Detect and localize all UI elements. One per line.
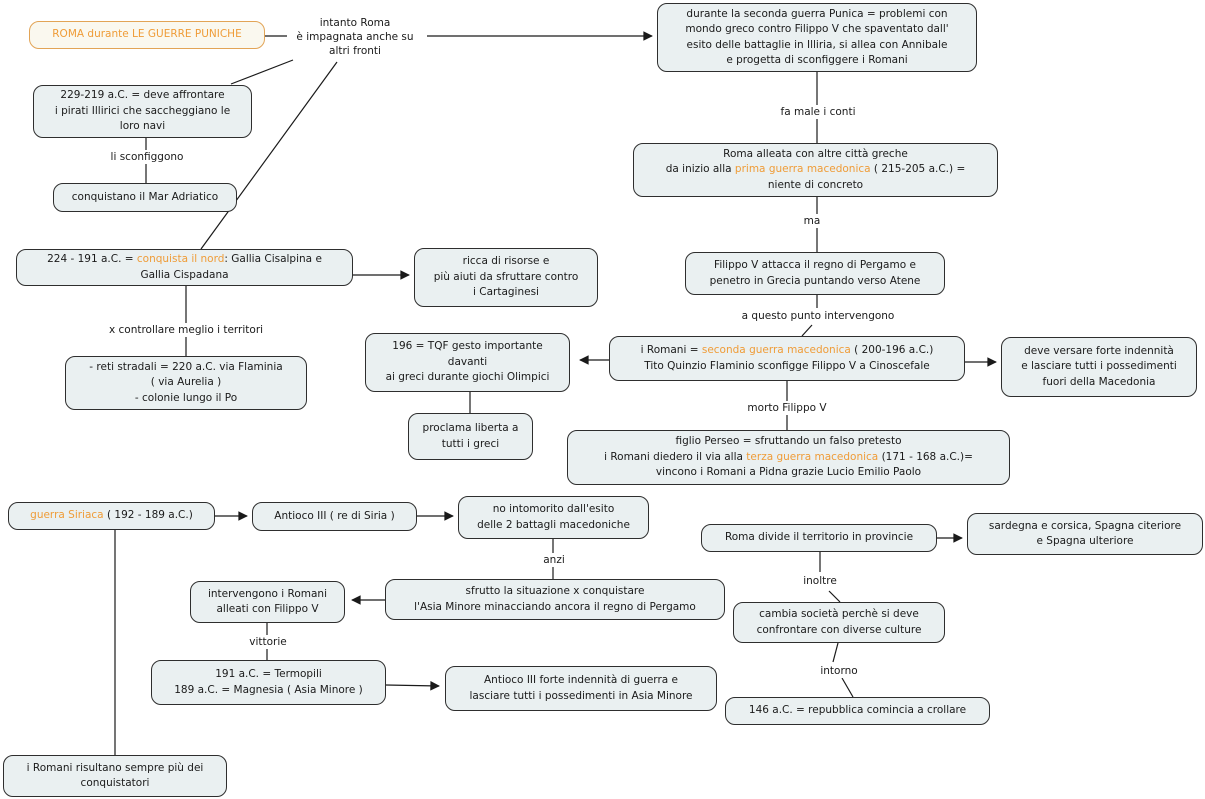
node-text-line [675, 434, 901, 450]
node-text-line [151, 375, 221, 391]
node-text: 191 a.C. = Termopili [215, 668, 322, 680]
node-text: deve versare forte indennità [1024, 344, 1174, 357]
node-roma-title[interactable] [29, 21, 265, 49]
highlighted-term: terza guerra macedonica [746, 450, 879, 463]
node-text: conquistatori [80, 777, 150, 789]
node-text-line [768, 178, 863, 194]
node-romani-conquistatori[interactable] [3, 755, 227, 797]
link-label-fa-male-i-conti[interactable] [778, 105, 859, 119]
node-repubblica-crolla[interactable] [725, 697, 990, 725]
node-seconda-guerra-punica[interactable] [657, 3, 977, 72]
highlighted-term: ROMA durante LE GUERRE PUNICHE [52, 28, 242, 41]
node-text: ( 192 - 189 a.C.) [103, 509, 193, 522]
node-text: davanti [447, 355, 488, 368]
node-text-line [1036, 534, 1133, 550]
node-text-line [1024, 344, 1174, 360]
node-text: figlio Perseo = sfruttando un falso pretesto [675, 435, 902, 448]
node-text-line [47, 252, 322, 268]
node-text: 224 - 191 a.C. = [47, 253, 137, 265]
node-conquista-nord[interactable] [16, 249, 353, 286]
node-sardegna-corsica[interactable] [967, 513, 1203, 555]
node-ricca-risorse[interactable] [414, 248, 598, 307]
node-text: mondo greco contro Filippo V che spaventato dall' [685, 23, 949, 35]
node-text-line [72, 190, 218, 206]
node-text-line [89, 360, 282, 376]
node-antioco-iii[interactable] [252, 502, 417, 531]
node-text-line [434, 270, 579, 286]
node-text-line [448, 355, 487, 371]
link-label-li-sconfiggono[interactable] [108, 150, 187, 164]
node-text: ( 200-196 a.C.) [850, 344, 934, 356]
highlighted-term: guerra Siriaca [30, 509, 104, 522]
node-proclama-liberta[interactable] [408, 413, 533, 460]
link-label-morto-filippo-v[interactable] [744, 401, 829, 415]
link-label-text: è impagnata anche su [296, 31, 414, 43]
node-text-line [725, 530, 913, 546]
node-text-line [81, 776, 150, 792]
node-text: esito delle battaglie in Illiria, si allea con Annibale [686, 38, 948, 51]
link-label-anzi[interactable] [540, 553, 568, 567]
node-text: vincono i Romani a Pidna grazie Lucio Emilio Paolo [655, 466, 922, 479]
node-text: e Spagna ulteriore [1036, 535, 1134, 547]
node-text: intervengono i Romani [207, 587, 328, 600]
node-no-intomorito[interactable] [458, 496, 649, 539]
node-text: Filippo V attacca il regno di Pergamo e [714, 259, 916, 271]
node-text-line [710, 274, 921, 290]
link-label-text: anzi [543, 554, 565, 566]
node-text: da inizio alla [665, 163, 735, 176]
node-text: ricca di risorse e [462, 255, 550, 268]
node-text: Antioco III forte indennità di guerra e [483, 674, 678, 686]
node-text: Roma divide il territorio in provincie [724, 531, 914, 544]
node-text: Antioco III ( re di Siria ) [274, 509, 395, 522]
node-text: i Cartaginesi [473, 286, 539, 299]
node-text: i Romani risultano sempre più dei [26, 761, 204, 774]
node-antioco-indennita[interactable] [445, 666, 717, 711]
node-text-line [27, 761, 204, 777]
node-text: niente di concreto [767, 178, 864, 191]
node-intervengono-romani[interactable] [190, 581, 345, 623]
node-text: 189 a.C. = Magnesia ( Asia Minore ) [174, 683, 363, 696]
node-reti-stradali[interactable] [65, 356, 307, 410]
node-text: e lasciare tutti i possedimenti [1021, 360, 1177, 373]
highlighted-term: seconda guerra macedonica [701, 344, 851, 356]
node-text-line [140, 268, 228, 284]
node-text: - reti stradali = 220 a.C. via Flaminia [89, 360, 283, 373]
node-text: e progetta di sconfiggere i Romani [726, 54, 908, 66]
link-label-text: intanto Roma [319, 17, 391, 29]
node-text-line [392, 339, 542, 355]
link-label-a-questo-punto-intervengono[interactable] [739, 309, 898, 323]
node-text-line [274, 509, 394, 525]
node-text: (171 - 168 a.C.)= [878, 450, 973, 463]
node-text-line [686, 7, 947, 23]
node-text: cambia società perchè si deve [759, 608, 919, 620]
node-text-line [470, 689, 693, 705]
node-filippo-attacca[interactable] [685, 252, 945, 295]
link-label-intorno[interactable] [817, 664, 860, 678]
node-terza-guerra-macedonica[interactable] [567, 430, 1010, 485]
node-text-line [641, 343, 934, 359]
node-text: 146 a.C. = repubblica comincia a crollare [748, 704, 967, 717]
node-text-line [685, 22, 948, 38]
node-text-line [414, 600, 696, 616]
node-tqf-gesto[interactable] [365, 333, 570, 392]
link-label-text: li sconfiggono [110, 151, 184, 163]
node-text-line [1021, 359, 1177, 375]
link-label-inoltre[interactable] [800, 574, 840, 588]
node-sfrutto-situazione[interactable] [385, 579, 725, 620]
connector-line [386, 685, 439, 686]
connector-line [842, 678, 853, 697]
node-text: sfrutto la situazione x conquistare [465, 585, 645, 597]
node-cambia-societa[interactable] [733, 602, 945, 643]
node-text-line [60, 88, 224, 104]
link-label-x-controllare[interactable] [106, 323, 266, 337]
node-text: confrontare con diverse culture [756, 623, 922, 636]
node-text: durante la seconda guerra Punica = problemi con [686, 7, 948, 20]
node-text-line [656, 465, 921, 481]
node-text: tutti i greci [441, 437, 500, 450]
node-guerra-siriaca[interactable] [8, 502, 215, 530]
node-text: ai greci durante giochi Olimpici [385, 371, 550, 384]
connector-line [829, 591, 840, 602]
node-text-line [466, 584, 645, 600]
node-text-line [989, 519, 1181, 535]
node-text-line [442, 437, 499, 453]
node-text: proclama liberta a [422, 422, 519, 434]
node-text: fuori della Macedonia [1042, 375, 1156, 388]
node-text-line [1043, 375, 1156, 391]
node-text-line [52, 27, 241, 43]
node-text: i Romani diedero il via alla [604, 450, 747, 463]
node-text-line [723, 147, 908, 163]
node-text-line [687, 38, 948, 54]
node-text-line [423, 421, 519, 437]
connector-line [802, 325, 812, 336]
node-text-line [749, 703, 966, 719]
node-text: lasciare tutti i possedimenti in Asia Minore [469, 689, 693, 702]
node-text: conquistano il Mar Adriatico [71, 190, 219, 203]
node-text-line [644, 359, 929, 375]
node-text: alleati con Filippo V [216, 603, 319, 615]
connector-line [231, 60, 293, 84]
link-label-text: altri fronti [329, 45, 381, 57]
node-text: i pirati Illirici che saccheggiano le [54, 104, 231, 117]
node-text: ( via Aurelia ) [150, 376, 222, 389]
link-label-text: inoltre [803, 575, 837, 587]
node-text-line [216, 602, 318, 618]
node-text: penetro in Grecia puntando verso Atene [709, 274, 921, 287]
link-label-text: ma [803, 215, 821, 227]
node-text: - colonie lungo il Po [134, 391, 238, 404]
node-text: 196 = TQF gesto importante [392, 340, 543, 353]
node-text: 229-219 a.C. = deve affrontare [60, 89, 225, 102]
node-roma-alleata[interactable] [633, 143, 998, 197]
node-text-line [215, 667, 322, 683]
node-text: ( 215-205 a.C.) = [870, 163, 966, 176]
node-text: Roma alleata con altre città greche [723, 147, 908, 160]
node-text: Tito Quinzio Flaminio sconfigge Filippo V a Cinoscefale [644, 359, 930, 372]
node-roma-province[interactable] [701, 524, 937, 552]
node-termopili-magnesia[interactable] [151, 660, 386, 705]
node-pirati-illirici[interactable] [33, 85, 252, 138]
highlighted-term: prima guerra macedonica [734, 163, 871, 176]
node-text: i Romani = [640, 344, 702, 356]
node-text-line [666, 162, 966, 178]
node-text-line [473, 285, 539, 301]
link-label-text: fa male i conti [780, 106, 856, 118]
node-indennita-macedonia[interactable] [1001, 337, 1197, 397]
link-label-text: a questo punto intervengono [741, 310, 895, 322]
node-seconda-guerra-macedonica[interactable] [609, 336, 965, 381]
link-label-text: x controllare meglio i territori [108, 324, 264, 336]
node-text-line [726, 53, 907, 69]
link-label-vittorie[interactable] [246, 635, 289, 649]
node-text: delle 2 battagli macedoniche [477, 518, 630, 531]
link-label-intanto-roma[interactable] [293, 16, 416, 58]
node-text-line [484, 673, 678, 689]
node-text: Gallia Cispadana [140, 268, 229, 281]
node-text-line [135, 391, 237, 407]
node-text: più aiuti da sfruttare contro [433, 270, 579, 283]
node-text-line [493, 502, 615, 518]
node-text-line [604, 450, 973, 466]
node-text-line [120, 119, 165, 135]
node-text-line [386, 370, 550, 386]
highlighted-term: conquista il nord [136, 253, 225, 265]
link-label-ma[interactable] [801, 214, 824, 228]
node-text: l'Asia Minore minacciando ancora il regno di Pergamo [414, 600, 696, 613]
link-label-text: intorno [820, 665, 858, 677]
node-mar-adriatico[interactable] [53, 183, 237, 212]
node-text-line [30, 508, 193, 524]
link-label-text: morto Filippo V [747, 402, 827, 414]
node-text: no intomorito dall'esito [492, 503, 615, 515]
node-text-line [477, 518, 630, 534]
node-text-line [759, 607, 919, 623]
node-text-line [174, 683, 363, 699]
node-text: : Gallia Cisalpina e [224, 253, 322, 265]
node-text-line [757, 623, 922, 639]
node-text-line [463, 254, 550, 270]
node-text-line [55, 104, 230, 120]
link-label-text: vittorie [249, 636, 287, 648]
node-text-line [208, 587, 327, 603]
node-text: loro navi [119, 120, 166, 133]
node-text: sardegna e corsica, Spagna citeriore [988, 519, 1182, 532]
node-text-line [714, 258, 916, 274]
connector-line [833, 643, 838, 662]
